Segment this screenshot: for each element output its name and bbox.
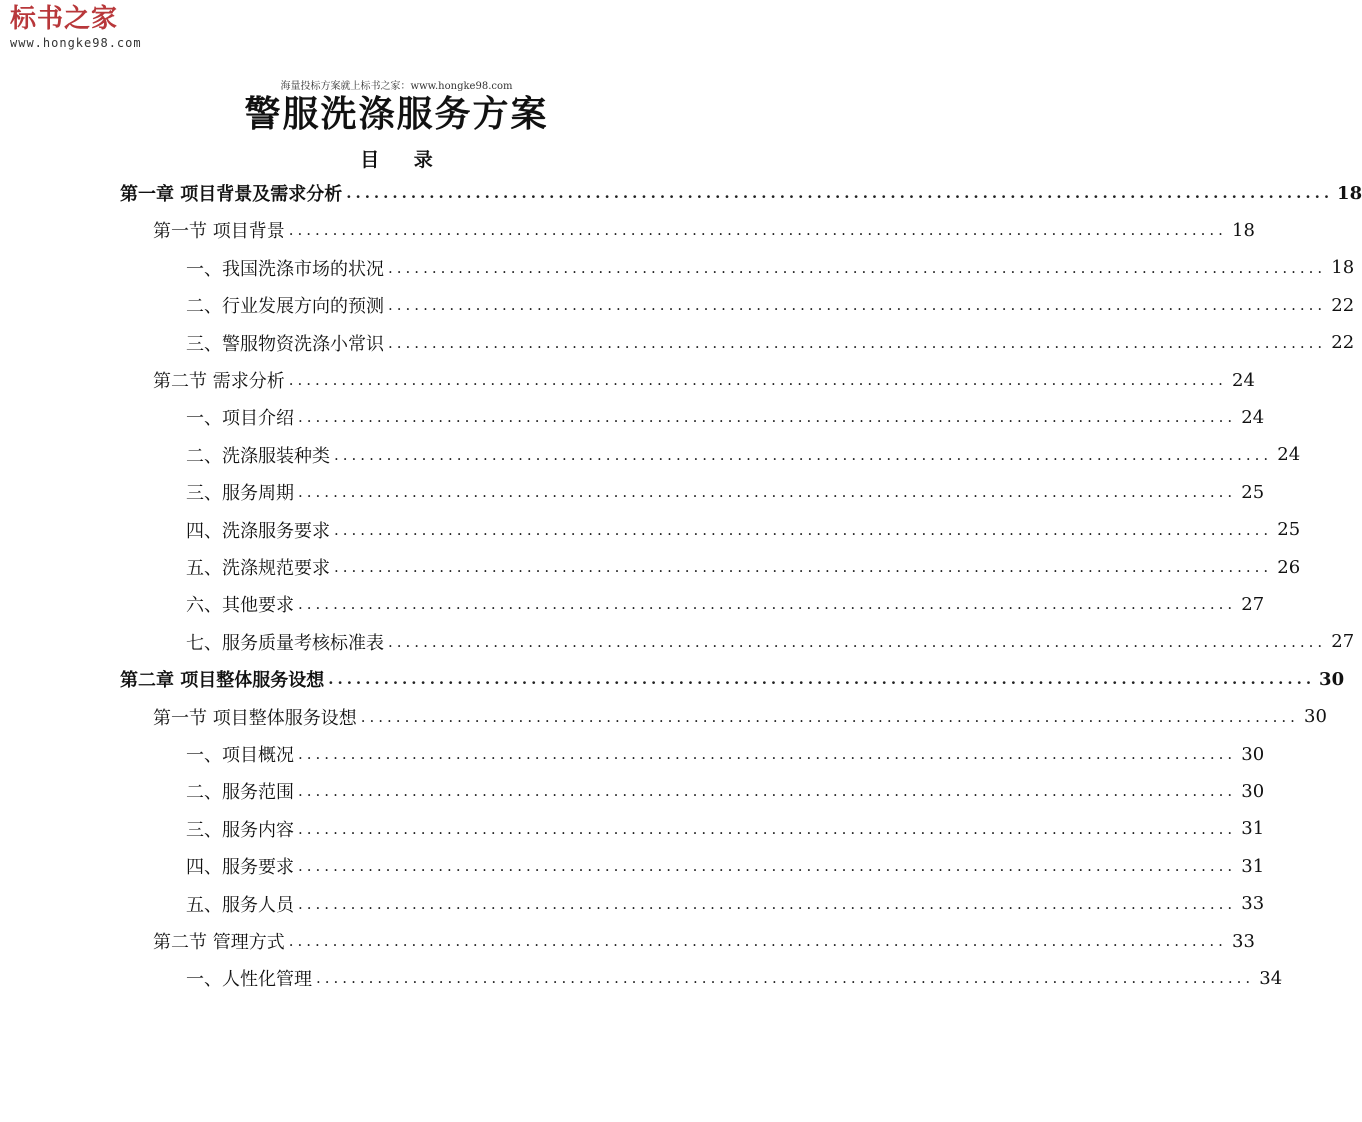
toc-entry[interactable] (186, 586, 1265, 622)
toc-heading: 目 录 (360, 149, 447, 171)
toc-entry-page: 27 (1241, 593, 1265, 615)
toc-entry[interactable] (120, 175, 1362, 211)
toc-entry-label: 五、洗涤规范要求 (186, 558, 330, 579)
toc-leader-dots: ........................................................................................................... (298, 745, 1237, 763)
document-title: 警服洗涤服务方案 (244, 93, 549, 135)
toc-leader-dots: ........................................................................................................... (316, 969, 1255, 988)
toc-entry[interactable] (186, 960, 1283, 996)
toc-leader-dots: ........................................................................................................... (388, 258, 1327, 277)
toc-entry[interactable] (186, 399, 1265, 435)
toc-entry-label: 一、人性化管理 (186, 969, 312, 991)
toc-entry-label: 第二章 项目整体服务设想 (120, 670, 325, 692)
toc-entry[interactable] (186, 512, 1301, 548)
toc-entry-page: 34 (1259, 967, 1283, 989)
toc-entry-page: 30 (1241, 780, 1265, 802)
toc-entry-page: 27 (1331, 631, 1355, 653)
toc-entry-label: 三、服务内容 (186, 819, 294, 841)
toc-entry-page: 24 (1241, 406, 1265, 428)
toc-entry-label: 一、项目介绍 (186, 408, 294, 430)
toc-entry-label: 三、服务周期 (186, 483, 294, 505)
toc-leader-dots: ........................................................................................................... (288, 932, 1227, 950)
toc-leader-dots: ........................................................................................................... (334, 520, 1273, 539)
toc-entry-label: 六、其他要求 (186, 595, 294, 617)
toc-entry-label: 第一章 项目背景及需求分析 (120, 184, 343, 205)
toc-entry[interactable] (186, 624, 1355, 660)
toc-entry-page: 31 (1241, 818, 1265, 840)
toc-entry-page: 30 (1241, 743, 1265, 765)
toc-entry[interactable] (153, 362, 1255, 398)
toc-entry-label: 七、服务质量考核标准表 (186, 632, 384, 654)
toc-entry-label: 第一节 项目整体服务设想 (153, 707, 357, 729)
toc-entry-label: 三、警服物资洗涤小常识 (186, 333, 384, 355)
toc-entry-page: 31 (1241, 855, 1265, 877)
toc-entry[interactable] (153, 923, 1255, 959)
toc-entry-page: 24 (1232, 369, 1255, 391)
toc-entry-label: 四、洗涤服务要求 (186, 520, 330, 542)
toc-entry-page: 18 (1331, 257, 1355, 279)
toc-leader-dots: ........................................................................................................... (388, 333, 1327, 352)
toc-entry-page: 25 (1277, 519, 1301, 541)
toc-entry-label: 二、服务范围 (186, 782, 294, 804)
toc-entry-page: 26 (1277, 556, 1301, 578)
toc-entry-page: 33 (1241, 893, 1265, 915)
toc-leader-dots: ........................................................................................................... (298, 408, 1237, 427)
toc-entry-page: 33 (1232, 930, 1255, 952)
toc-entry-page: 24 (1277, 444, 1301, 466)
toc-entry[interactable] (186, 811, 1265, 847)
toc-entry-page: 30 (1304, 706, 1327, 728)
toc-entry[interactable] (186, 886, 1265, 922)
toc-leader-dots: ........................................................................................................... (288, 371, 1227, 389)
toc-leader-dots: ........................................................................................................... (334, 558, 1273, 576)
toc-entry-label: 第一节 项目背景 (153, 221, 285, 243)
toc-leader-dots: ........................................................................................................... (298, 857, 1237, 876)
toc-entry-label: 二、洗涤服装种类 (186, 445, 330, 467)
toc-entry[interactable] (186, 848, 1265, 884)
toc-entry-page: 22 (1331, 332, 1355, 354)
toc-entry-page: 25 (1241, 481, 1265, 503)
toc-leader-dots: ........................................................................................................... (334, 445, 1273, 464)
toc-leader-dots: ........................................................................................................... (388, 296, 1327, 315)
toc-entry[interactable] (186, 736, 1265, 772)
toc-leader-dots: ........................................................................................................... (298, 595, 1237, 614)
toc-entry[interactable] (186, 250, 1355, 286)
toc-entry-label: 四、服务要求 (186, 857, 294, 879)
toc-entry-label: 五、服务人员 (186, 894, 294, 916)
toc-entry-page: 18 (1337, 182, 1362, 204)
logo-title: 标书之家 (10, 4, 119, 34)
toc-entry-label: 一、我国洗涤市场的状况 (186, 258, 384, 280)
toc-leader-dots: ........................................................................................................... (298, 894, 1237, 913)
toc-leader-dots: ........................................................................................................... (328, 670, 1316, 689)
toc-entry-label: 第二节 需求分析 (153, 371, 285, 392)
toc-entry[interactable] (186, 287, 1355, 323)
toc-leader-dots: ........................................................................................................... (388, 632, 1327, 651)
toc-leader-dots: ........................................................................................................... (298, 782, 1237, 801)
toc-leader-dots: ........................................................................................................... (360, 707, 1299, 726)
logo-url: www.hongke98.com (10, 36, 142, 50)
site-logo (10, 4, 142, 50)
toc-entry-page: 22 (1331, 294, 1355, 316)
toc-entry[interactable] (186, 474, 1265, 510)
toc-entry-label: 二、行业发展方向的预测 (186, 296, 384, 318)
toc-entry-page: 18 (1232, 219, 1255, 241)
header-note: 海量投标方案就上标书之家：www.hongke98.com (280, 81, 513, 92)
toc-entry[interactable] (120, 661, 1345, 697)
toc-entry[interactable] (186, 437, 1301, 473)
toc-entry-label: 一、项目概况 (186, 745, 294, 766)
toc-leader-dots: ........................................................................................................... (298, 819, 1237, 838)
toc-entry[interactable] (153, 212, 1255, 248)
toc-entry[interactable] (186, 773, 1265, 809)
toc-entry-label: 第二节 管理方式 (153, 932, 285, 953)
toc-leader-dots: ........................................................................................................... (288, 221, 1227, 240)
toc-entry[interactable] (186, 325, 1355, 361)
toc-entry[interactable] (153, 699, 1327, 735)
toc-entry[interactable] (186, 549, 1301, 585)
toc-leader-dots: ........................................................................................................... (346, 184, 1334, 202)
toc-leader-dots: ........................................................................................................... (298, 483, 1237, 502)
toc-entry-page: 30 (1319, 668, 1345, 690)
